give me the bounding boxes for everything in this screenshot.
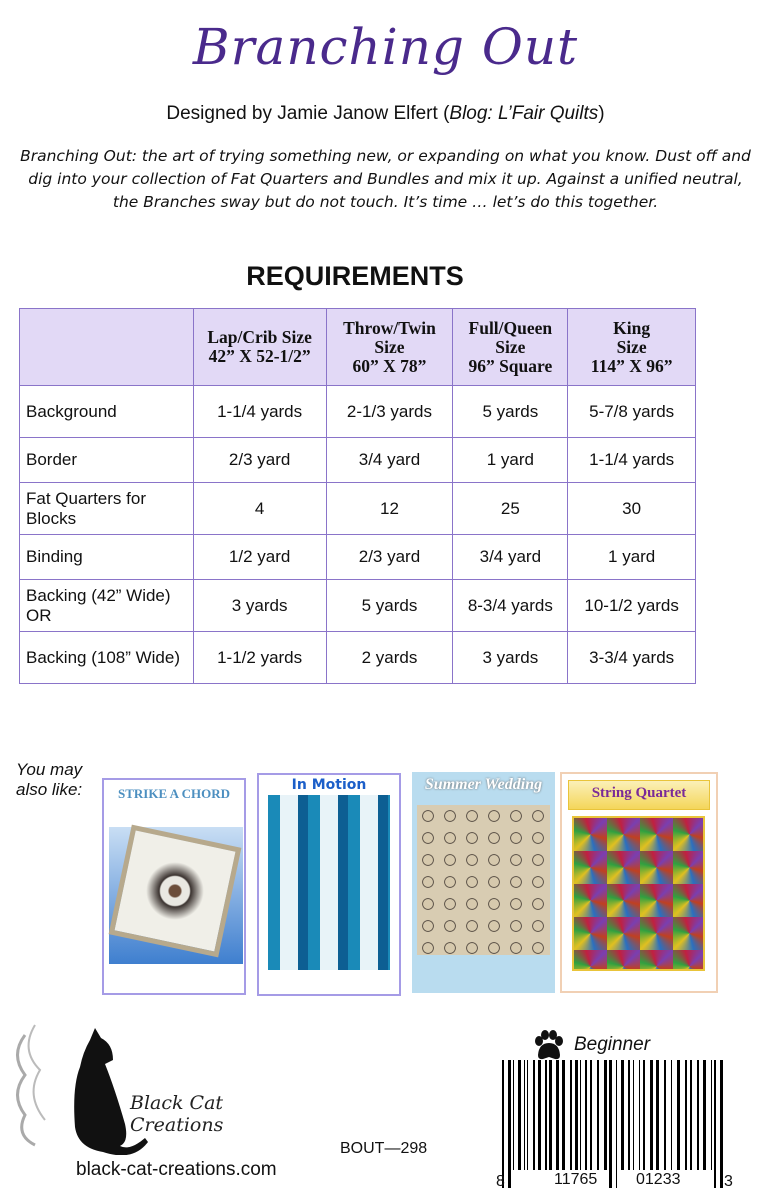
table-header-row	[20, 309, 696, 386]
row-label: Border	[20, 438, 194, 483]
pattern-sku: BOUT—298	[340, 1140, 428, 1157]
table-cell: 2 yards	[326, 632, 453, 684]
barcode-bar	[556, 1060, 559, 1170]
barcode-bar	[538, 1060, 541, 1170]
row-label: Backing (108” Wide)	[20, 632, 194, 684]
barcode-bar	[527, 1060, 528, 1170]
brand-name: Black Cat Creations	[130, 1092, 224, 1136]
related-pattern-strike-a-chord[interactable]	[102, 778, 246, 995]
website-link[interactable]: black-cat-creations.com	[76, 1159, 277, 1180]
table-row	[20, 438, 696, 483]
table-cell: 25	[453, 483, 568, 535]
table-cell: 4	[193, 483, 326, 535]
table-cell: 30	[568, 483, 696, 535]
table-cell: 3 yards	[453, 632, 568, 684]
related-pattern-summer-wedding[interactable]	[412, 772, 555, 993]
table-cell: 3 yards	[193, 580, 326, 632]
barcode-bar	[720, 1060, 723, 1188]
table-cell: 3/4 yard	[453, 535, 568, 580]
related-title: STRIKE A CHORD	[118, 786, 230, 801]
table-cell: 1-1/2 yards	[193, 632, 326, 684]
table-cell: 2/3 yard	[326, 535, 453, 580]
table-cell: 2-1/3 yards	[326, 386, 453, 438]
table-cell: 3/4 yard	[326, 438, 453, 483]
related-title: String Quartet	[591, 785, 687, 801]
related-title: Summer Wedding	[424, 776, 543, 793]
barcode-bar	[664, 1060, 666, 1170]
barcode-bar	[585, 1060, 587, 1170]
barcode-bar	[685, 1060, 687, 1170]
barcode	[496, 1060, 736, 1200]
table-cell: 3-3/4 yards	[568, 632, 696, 684]
table-row	[20, 580, 696, 632]
column-header	[20, 309, 194, 386]
skill-level-label: Beginner	[574, 1034, 651, 1055]
paw-icon	[532, 1029, 566, 1061]
barcode-bar	[502, 1060, 504, 1188]
barcode-bar	[656, 1060, 659, 1170]
barcode-bar	[711, 1060, 712, 1170]
blog-name: Blog: L’Fair Quilts	[449, 103, 599, 124]
barcode-bar	[590, 1060, 592, 1170]
barcode-digit-group: 3	[724, 1173, 733, 1190]
related-pattern-string-quartet[interactable]	[560, 772, 718, 993]
skill-level	[532, 1029, 650, 1061]
barcode-bars	[496, 1060, 736, 1190]
barcode-bar	[714, 1060, 716, 1188]
column-header: King Size 114” X 96”	[568, 309, 696, 386]
quilt-image	[109, 827, 243, 964]
barcode-bar	[697, 1060, 699, 1170]
barcode-bar	[677, 1060, 680, 1170]
barcode-bar	[650, 1060, 653, 1170]
barcode-bar	[549, 1060, 552, 1170]
table-row	[20, 386, 696, 438]
brand-logo	[5, 1015, 315, 1155]
related-title: In Motion	[291, 777, 367, 793]
barcode-bar	[570, 1060, 572, 1170]
intro-paragraph: Branching Out: the art of trying something new, or expanding on what you know. Dust off and dig into your collection of Fat Quarters and Bundles and mix it up. Against a unified neutral, the Branches sway but do not touch. It’s time … let’s do this together.	[20, 147, 751, 211]
barcode-bar	[518, 1060, 521, 1170]
table-cell: 1-1/4 yards	[193, 386, 326, 438]
table-cell: 12	[326, 483, 453, 535]
designer-byline	[0, 103, 771, 125]
table-cell: 2/3 yard	[193, 438, 326, 483]
barcode-bar	[609, 1060, 612, 1188]
requirements-heading: REQUIREMENTS	[246, 261, 464, 291]
table-cell: 1 yard	[453, 438, 568, 483]
you-may-also-like-label: You may also like:	[16, 760, 83, 799]
barcode-bar	[639, 1060, 640, 1170]
column-header: Full/Queen Size 96” Square	[453, 309, 568, 386]
table-cell: 5 yards	[453, 386, 568, 438]
related-pattern-in-motion[interactable]	[257, 773, 401, 996]
barcode-digit-group: 01233	[636, 1171, 681, 1188]
quilt-image	[572, 816, 705, 971]
row-label: Background	[20, 386, 194, 438]
column-header: Throw/Twin Size 60” X 78”	[326, 309, 453, 386]
barcode-bar	[533, 1060, 535, 1170]
row-label: Fat Quarters for Blocks	[20, 483, 194, 535]
barcode-bar	[621, 1060, 624, 1170]
byline-suffix: )	[598, 103, 605, 124]
barcode-digit-group: 11765	[554, 1171, 598, 1188]
barcode-bar	[643, 1060, 645, 1170]
barcode-bar	[604, 1060, 607, 1170]
barcode-bar	[508, 1060, 511, 1188]
table-cell: 1 yard	[568, 535, 696, 580]
row-label: Backing (42” Wide) OR	[20, 580, 194, 632]
table-cell: 1/2 yard	[193, 535, 326, 580]
barcode-digit-group: 8	[496, 1173, 505, 1190]
table-cell: 10-1/2 yards	[568, 580, 696, 632]
table-cell: 1-1/4 yards	[568, 438, 696, 483]
requirements-table	[19, 308, 696, 684]
barcode-bar	[671, 1060, 672, 1170]
column-header: Lap/Crib Size 42” X 52-1/2”	[193, 309, 326, 386]
barcode-bar	[633, 1060, 634, 1170]
table-cell: 5-7/8 yards	[568, 386, 696, 438]
barcode-bar	[513, 1060, 514, 1170]
table-cell: 8-3/4 yards	[453, 580, 568, 632]
barcode-bar	[545, 1060, 547, 1170]
quilt-image	[417, 805, 550, 955]
barcode-bar	[690, 1060, 692, 1170]
barcode-bar	[580, 1060, 581, 1170]
table-row	[20, 632, 696, 684]
barcode-bar	[628, 1060, 630, 1170]
barcode-bar	[524, 1060, 525, 1170]
barcode-bar	[562, 1060, 565, 1170]
row-label: Binding	[20, 535, 194, 580]
quilt-image	[268, 795, 390, 970]
byline-prefix: Designed by Jamie Janow Elfert (	[166, 103, 450, 124]
table-row	[20, 483, 696, 535]
barcode-bar	[597, 1060, 599, 1170]
table-cell: 5 yards	[326, 580, 453, 632]
barcode-bar	[616, 1060, 617, 1188]
barcode-bar	[575, 1060, 578, 1170]
table-row	[20, 535, 696, 580]
barcode-bar	[703, 1060, 706, 1170]
pattern-title: Branching Out	[192, 18, 579, 76]
